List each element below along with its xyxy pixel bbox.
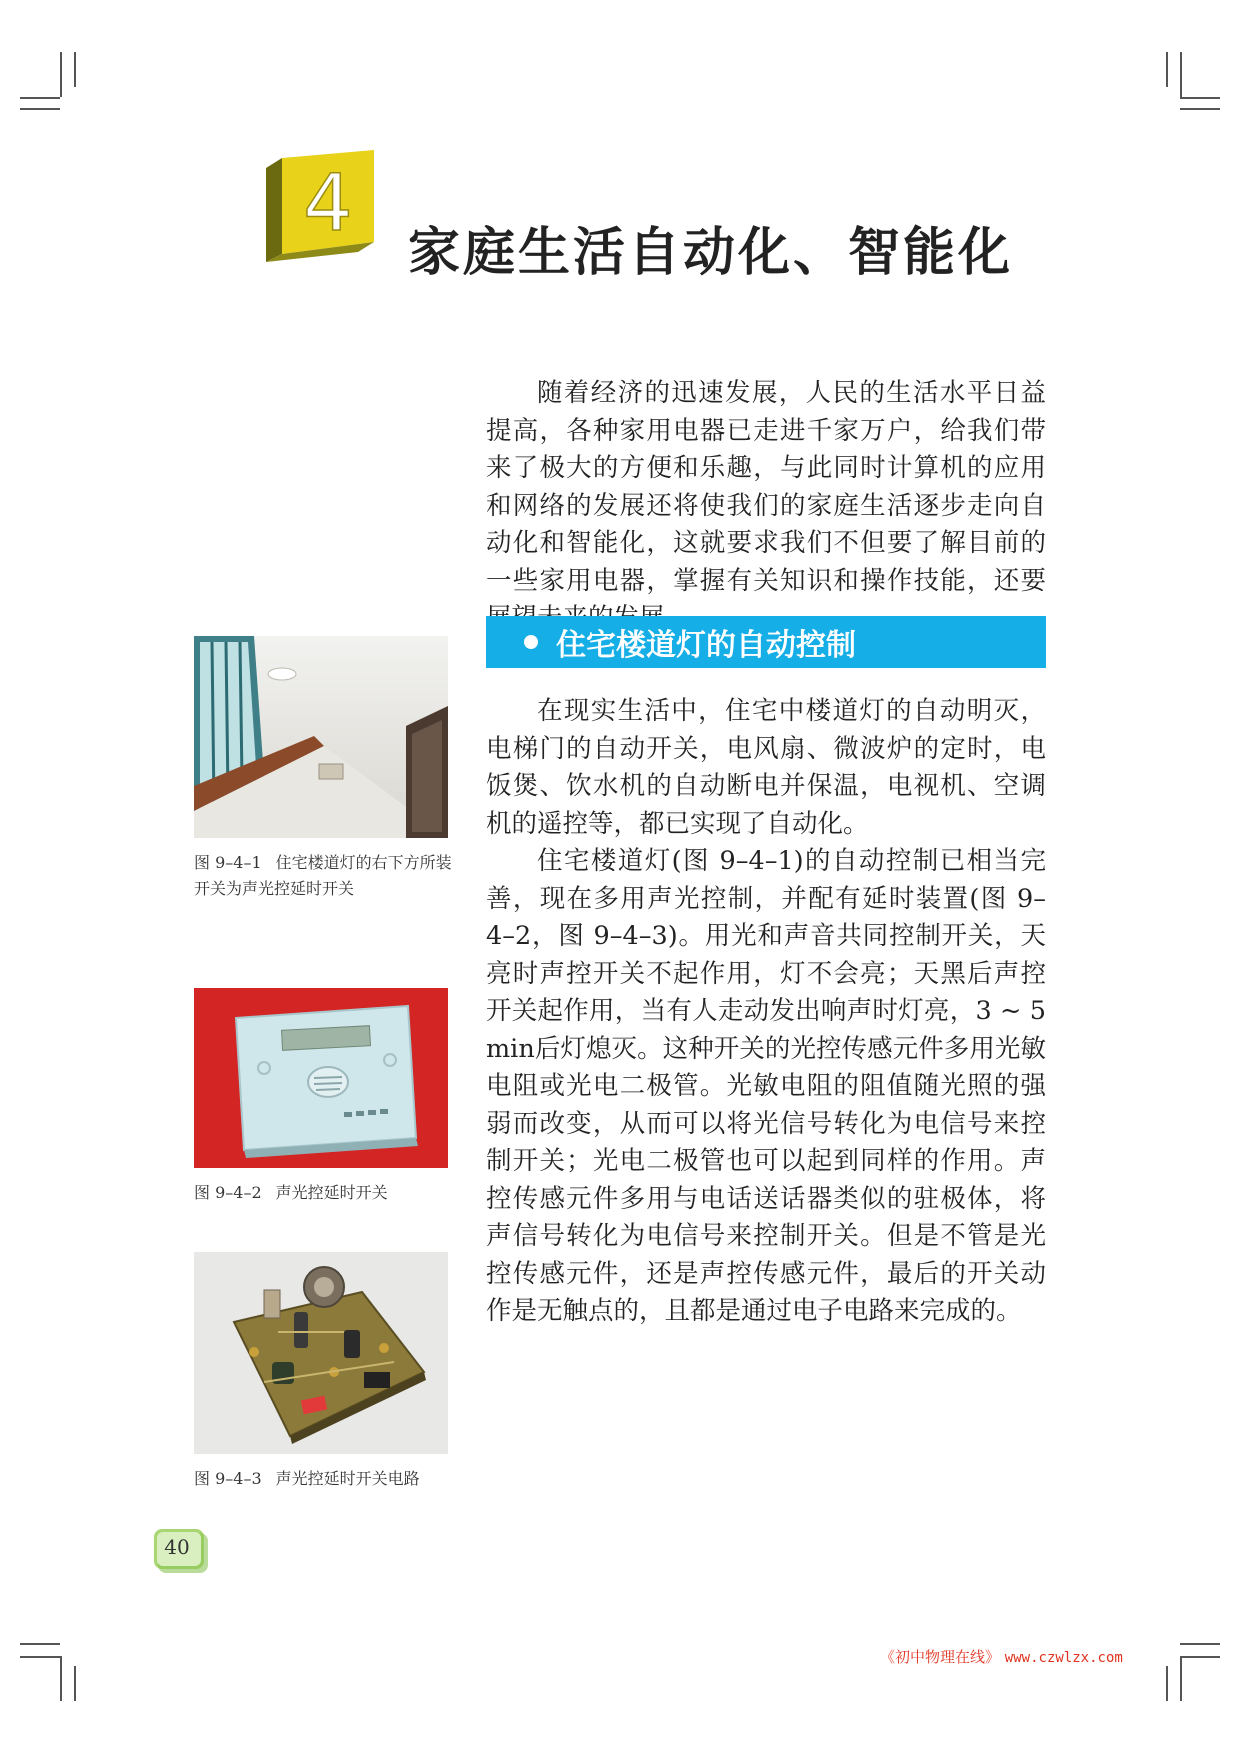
footer-credit [880, 1646, 1123, 1667]
bullet-icon [524, 635, 538, 649]
crop-mark [20, 97, 60, 99]
figure-caption-text: 声光控延时开关 [275, 1183, 388, 1202]
figure-circuit-photo [194, 1252, 448, 1454]
crop-mark [1180, 1643, 1220, 1645]
chapter-number-badge [262, 150, 382, 268]
crop-mark [1180, 52, 1182, 97]
crop-mark [60, 52, 62, 97]
intro-paragraph: 随着经济的迅速发展，人民的生活水平日益提高，各种家用电器已走进千家万户，给我们带来了极大的方便和乐趣，与此同时计算机的应用和网络的发展还将使我们的家庭生活逐步走向自动化和智能化，这就要求我们不但要了解目前的一些家用电器，掌握有关知识和操作技能，还要 [486, 378, 1046, 596]
crop-mark [1180, 97, 1220, 99]
figure-number: 图 9–4–1 [194, 853, 262, 872]
figure-stairwell-photo [194, 636, 448, 838]
crop-mark [74, 52, 76, 87]
footer-url[interactable]: www.czwlzx.com [1004, 1650, 1123, 1666]
crop-mark [20, 1656, 60, 1658]
chapter-title: 家庭生活自动化、智能化 [408, 223, 1014, 283]
figure-number: 图 9–4–3 [194, 1469, 262, 1488]
figure-caption [194, 1180, 454, 1206]
crop-mark [1180, 1656, 1182, 1701]
figure-caption-text: 声光控延时开关电路 [275, 1469, 420, 1488]
crop-mark [1180, 1656, 1220, 1658]
figure-number: 图 9–4–2 [194, 1183, 262, 1202]
chapter-number: 4 [303, 159, 353, 249]
section-heading-bar [486, 616, 1046, 668]
section-heading: 住宅楼道灯的自动控制 [556, 628, 856, 663]
figure-caption [194, 1466, 454, 1492]
crop-mark [1180, 108, 1220, 110]
crop-mark [1166, 1666, 1168, 1701]
crop-mark [20, 108, 60, 110]
page-number: 40 [164, 1535, 190, 1559]
crop-mark [1166, 52, 1168, 87]
figure-caption-text: 住宅楼道灯的右下方所装开关为声光控延时开关 [194, 853, 452, 898]
crop-mark [20, 1643, 60, 1645]
crop-mark [60, 1656, 62, 1701]
footer-site: 《初中物理在线》 [880, 1648, 1001, 1666]
crop-mark [74, 1666, 76, 1701]
section-paragraph: 在现实生活中，住宅中楼道灯的自动明灭，电梯门的自动开关，电风扇、微波炉的定时，电饭煲、饮水机的自动断电并保温，电视机、空调机的遥控等，都已实现了自动化。 [486, 696, 1046, 839]
section-paragraph: 住宅楼道灯(图 9–4–1)的自动控制已相当完善，现在多用声光控制，并配有延时装置(图 9–4–2，图 9–4–3)。用光和声音共同控制开关，天亮时声控开关不起作用，灯不会亮；天黑后声控开关起作用，当有人走动发出响声时灯亮，3 ~ 5 min后灯熄灭。这种开关的光控传感元件多用光敏电阻或光电二极管。光敏电阻的阻值随光照的强弱而改变，从而可以将光信号转化为电信号来控制开关；光电二极管也可以起到同样的作用。声控传感元件多用与电话送话器类似的驻极体，将声信号转化为电信号来控制开关。但是不管是光控传感元件，还是声控传感元件，最后的开关动作是无触点的，且都是通过电子电路来完成的。 [486, 846, 1046, 1326]
figure-switch-photo [194, 988, 448, 1168]
figure-caption [194, 850, 454, 902]
